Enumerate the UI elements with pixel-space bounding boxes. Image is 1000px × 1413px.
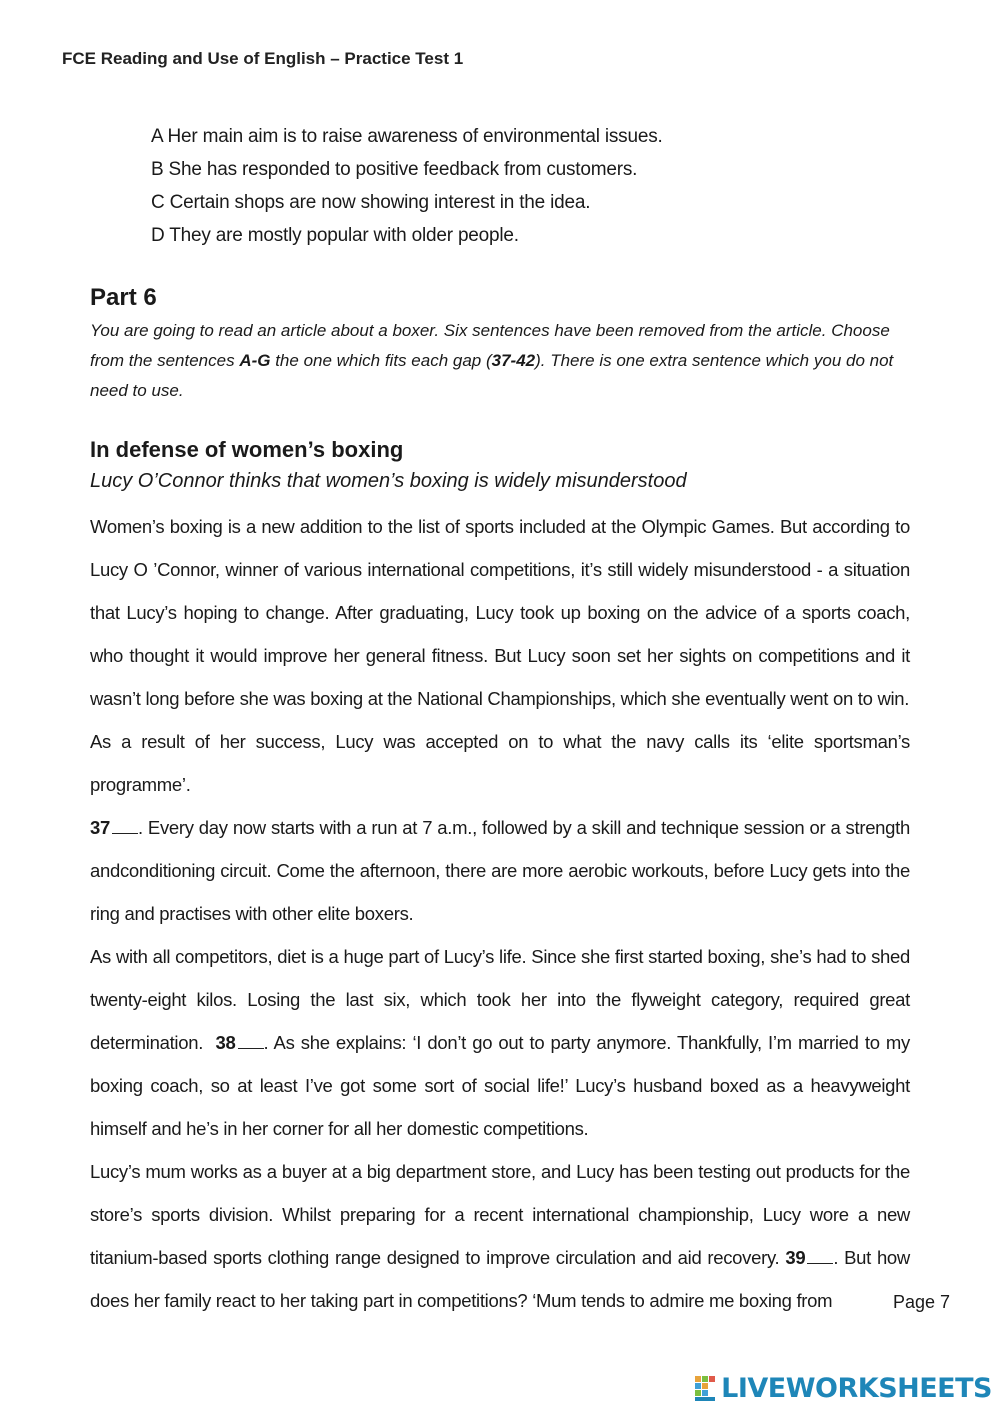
option-a: A Her main aim is to raise awareness of environmental issues. xyxy=(151,126,663,147)
gap-39[interactable]: 39 xyxy=(785,1247,833,1268)
gap-38[interactable]: 38 xyxy=(216,1032,264,1053)
part-instructions: You are going to read an article about a boxer. Six sentences have been removed from the article. Choose from the sentences A-G the one which fits each gap (37-42). There is one extra sentence which you do not need to use. xyxy=(90,321,894,400)
option-d: D They are mostly popular with older people. xyxy=(151,225,519,246)
paragraph-1: Women’s boxing is a new addition to the list of sports included at the Olympic Games. But according to Lucy O ’Connor, winner of various international competitions, it’s still widely misunderstood - a situation that Lucy’s hoping to change. After graduating, Lucy took up boxing on the advice of a sports coach, who thought it would improve her general fitness. But Lucy soon set her sights on competitions and it wasn’t long before she was boxing at the National Championships, which she eventually went on to win. xyxy=(90,516,910,709)
option-c: C Certain shops are now showing interest in the idea. xyxy=(151,192,591,213)
gap-37[interactable]: 37 xyxy=(90,817,138,838)
paragraph-2: As a result of her success, Lucy was accepted on to what the navy calls its ‘elite sportsman’s programme’. 37 . Every day now starts with a run at 7 a.m., followed by a skill and technique session or a strength andconditioning circuit. Come the afternoon, there are more aerobic workouts, before Lucy gets into the ring and practises with other elite boxers. xyxy=(90,731,910,924)
liveworksheets-logo-icon xyxy=(695,1376,717,1402)
answer-options xyxy=(151,120,663,252)
article-title: In defense of women’s boxing xyxy=(90,437,404,462)
option-b: B She has responded to positive feedback from customers. xyxy=(151,159,638,180)
paragraph-4: Lucy’s mum works as a buyer at a big department store, and Lucy has been testing out products for the store’s sports division. Whilst preparing for a recent international championship, Lucy wore a new titanium-based sports clothing range designed to improve circulation and aid recovery. 39 . But how does her family react to her taking part in competitions? ‘Mum tends to admire me boxing from xyxy=(90,1161,910,1311)
part-title: Part 6 xyxy=(90,284,157,311)
paragraph-3: As with all competitors, diet is a huge part of Lucy’s life. Since she first started boxing, she’s had to shed twenty-eight kilos. Losing the last six, which took her into the flyweight category, required great determination. 38 . As she explains: ‘I don’t go out to party anymore. Thankfully, I’m married to my boxing coach, so at least I’ve got some sort of social life!’ Lucy’s husband boxed as a heavyweight himself and he’s in her corner for all her domestic competitions. xyxy=(90,946,910,1139)
article-body xyxy=(90,505,910,1322)
liveworksheets-logo-text: LIVEWORKSHEETS xyxy=(721,1373,992,1404)
page-number: Page 7 xyxy=(892,1292,950,1312)
document-header: FCE Reading and Use of English – Practice Test 1 xyxy=(62,49,464,68)
article-subtitle: Lucy O’Connor thinks that women’s boxing is widely misunderstood xyxy=(90,470,687,492)
liveworksheets-logo xyxy=(695,1373,992,1404)
